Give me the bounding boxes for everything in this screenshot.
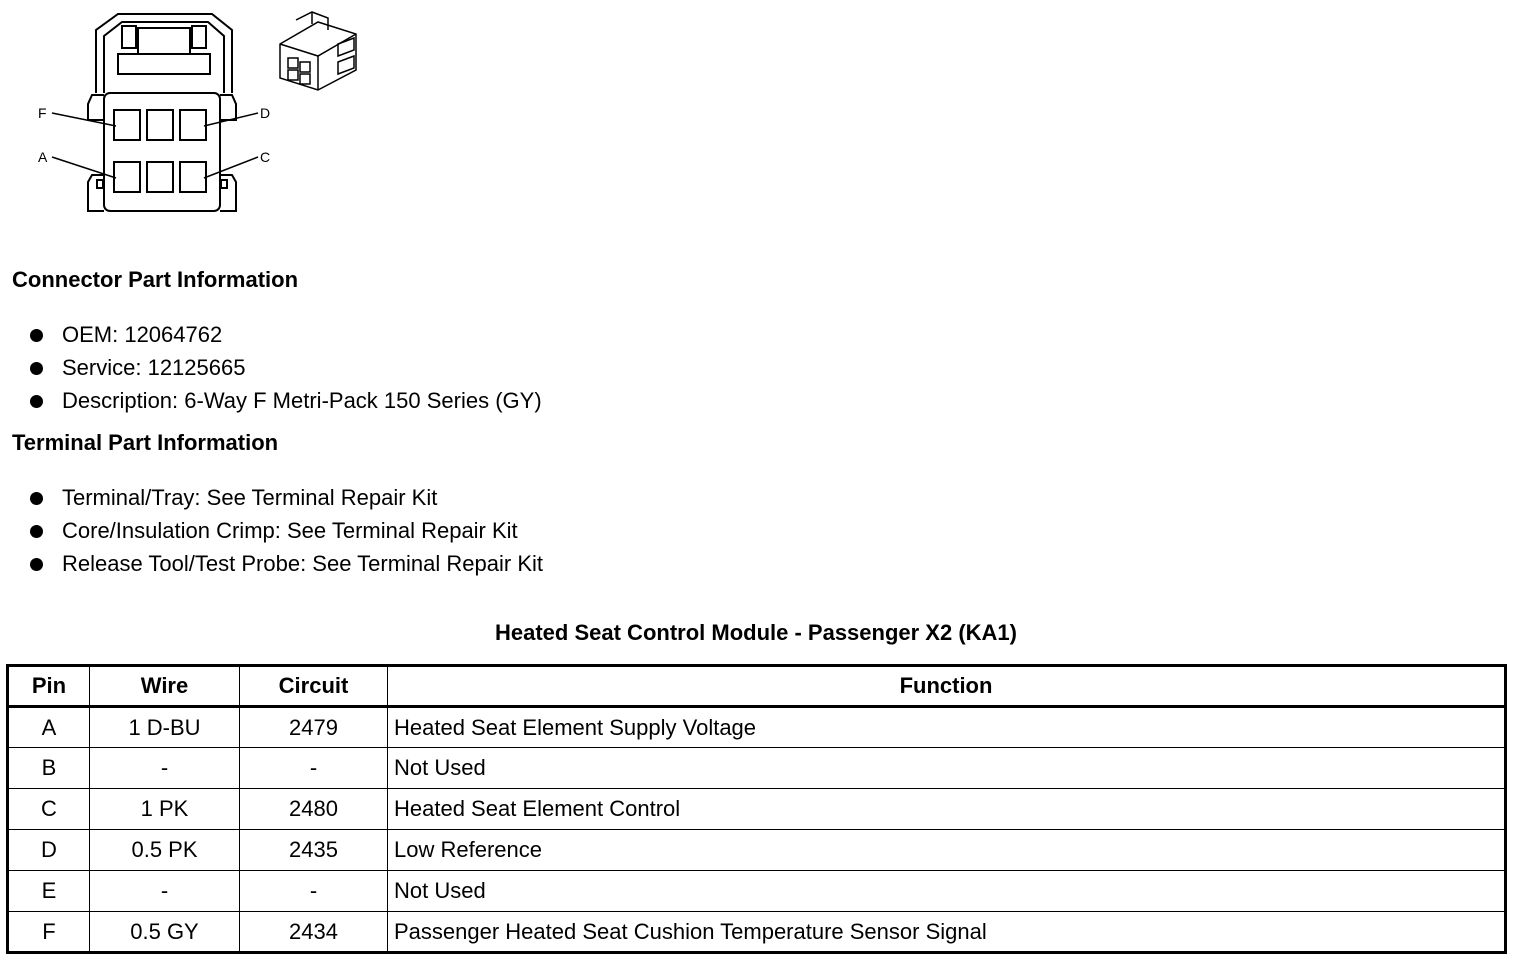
cell-pin: B bbox=[8, 748, 90, 789]
cell-pin: C bbox=[8, 789, 90, 830]
pin-label-f: F bbox=[38, 105, 47, 121]
table-row bbox=[8, 789, 1506, 830]
cell-pin: D bbox=[8, 830, 90, 871]
cell-wire: - bbox=[90, 871, 240, 912]
cell-wire: 0.5 PK bbox=[90, 830, 240, 871]
table-row bbox=[8, 912, 1506, 953]
cell-function: Low Reference bbox=[388, 830, 1506, 871]
cell-function: Not Used bbox=[388, 748, 1506, 789]
cell-wire: 1 D-BU bbox=[90, 707, 240, 748]
connector-isometric-icon bbox=[280, 12, 356, 90]
cell-pin: E bbox=[8, 871, 90, 912]
pin-label-d: D bbox=[260, 105, 271, 121]
cell-pin: F bbox=[8, 912, 90, 953]
header-wire: Wire bbox=[90, 666, 240, 707]
cell-function: Not Used bbox=[388, 871, 1506, 912]
table-title: Heated Seat Control Module - Passenger X2 (KA1) bbox=[495, 620, 1017, 645]
list-item: OEM: 12064762 bbox=[28, 321, 542, 354]
cell-pin: A bbox=[8, 707, 90, 748]
cell-wire: - bbox=[90, 748, 240, 789]
table-row bbox=[8, 830, 1506, 871]
cell-circuit: 2479 bbox=[240, 707, 388, 748]
cell-wire: 0.5 GY bbox=[90, 912, 240, 953]
pinout-table bbox=[6, 664, 1507, 954]
table-row bbox=[8, 871, 1506, 912]
table-row bbox=[8, 748, 1506, 789]
terminal-part-list bbox=[28, 484, 543, 583]
list-item: Terminal/Tray: See Terminal Repair Kit bbox=[28, 484, 543, 517]
cell-function: Passenger Heated Seat Cushion Temperature Sensor Signal bbox=[388, 912, 1506, 953]
list-item: Release Tool/Test Probe: See Terminal Repair Kit bbox=[28, 550, 543, 583]
cell-wire: 1 PK bbox=[90, 789, 240, 830]
cell-circuit: 2480 bbox=[240, 789, 388, 830]
connector-part-list bbox=[28, 321, 542, 420]
cell-circuit: - bbox=[240, 748, 388, 789]
list-item: Service: 12125665 bbox=[28, 354, 542, 387]
connector-face-diagram bbox=[0, 0, 380, 225]
table-header-row bbox=[8, 666, 1506, 707]
header-pin: Pin bbox=[8, 666, 90, 707]
cell-circuit: 2435 bbox=[240, 830, 388, 871]
cell-circuit: 2434 bbox=[240, 912, 388, 953]
list-item: Description: 6-Way F Metri-Pack 150 Series (GY) bbox=[28, 387, 542, 420]
terminal-part-heading: Terminal Part Information bbox=[12, 430, 279, 455]
pin-label-a: A bbox=[38, 149, 48, 165]
header-circuit: Circuit bbox=[240, 666, 388, 707]
header-function: Function bbox=[388, 666, 1506, 707]
cell-function: Heated Seat Element Control bbox=[388, 789, 1506, 830]
connector-part-heading: Connector Part Information bbox=[12, 267, 299, 292]
pin-label-c: C bbox=[260, 149, 271, 165]
cell-function: Heated Seat Element Supply Voltage bbox=[388, 707, 1506, 748]
cell-circuit: - bbox=[240, 871, 388, 912]
list-item: Core/Insulation Crimp: See Terminal Repair Kit bbox=[28, 517, 543, 550]
table-row bbox=[8, 707, 1506, 748]
